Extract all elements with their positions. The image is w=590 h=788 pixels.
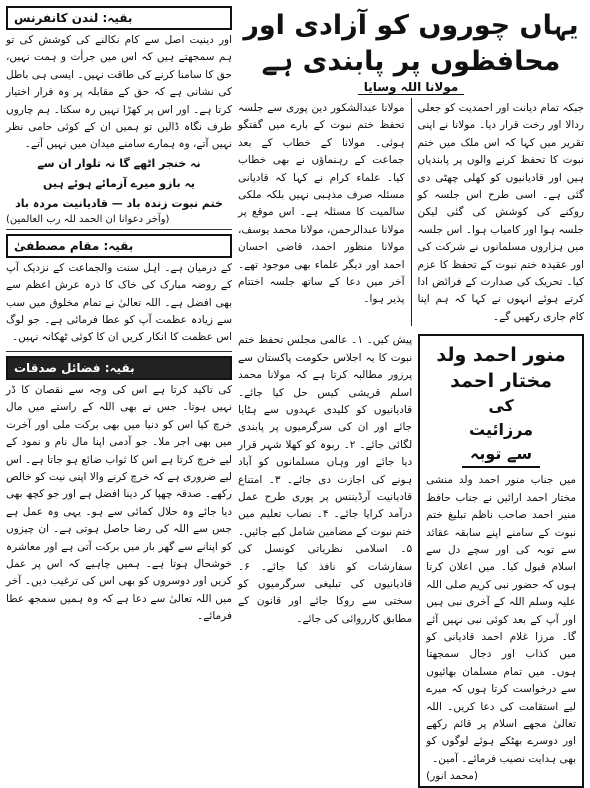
article-columns [238,98,584,326]
resolutions-text: پیش کیں۔ ۱۔ عالمی مجلس تحفظ ختم نبوت کا یہ اجلاس حکومت پاکستان سے پرزور مطالبہ کرتا ہے کہ مولانا محمد اسلم قریشی کیس حل کیا جائے۔ قادیانیوں کو کلیدی عہدوں سے ہٹایا جائے اور ان کی سرگرمیوں پر پابندی لگائی جائے۔ ۲۔ ربوہ کو کھلا شہر قرار دیا جائے اور وہاں مسلمانوں کو آباد ہونے کی اجازت دی جائے۔ ۳۔ امتناع قادیانیت آرڈیننس پر پوری طرح عمل درآمد کرایا جائے۔ ۴۔ نصاب تعلیم میں ختم نبوت کے مضامین شامل کیے جائیں۔ ۵۔ اسلامی نظریاتی کونسل کی سفارشات کو نافذ کیا جائے۔ ۶۔ قادیانیوں کی تبلیغی سرگرمیوں کو سختی سے روکا جائے اور قانون کے مطابق کارروائی کی جائے۔ [238,334,413,625]
repentance-notice [418,334,584,788]
lower-section [238,330,584,788]
verse-line-3: ختم نبوت زندہ باد — قادیانیت مردہ باد [15,196,223,210]
article-headline: یہاں چوروں کو آزادی اور محافظوں پر پابندی ہے [243,10,579,77]
maqam-mustafa-heading: بقیہ: مقام مصطفیٰ [6,234,232,258]
main-article [238,6,584,783]
closing-prayer: (وآخر دعوانا ان الحمد للہ رب العالمین) [6,213,170,225]
article-byline [238,80,584,94]
section-divider [6,229,232,230]
author-name: مولانا اللہ وسایا [358,80,465,95]
maqam-mustafa-text: کے درمیان ہے۔ اہل سنت والجماعت کے نزدیک آپ کے روضہ مبارک کی خاک کا ذرہ عرش اعظم سے بھی افضل ہے۔ اللہ تعالیٰ نے تمام مخلوق میں سب سے زیادہ عظمت آپ کو عطا فرمائی ہے۔ جو لوگ اس عظمت کا انکار کریں ان کا کوئی ٹھکانہ نہیں۔ [6,261,232,344]
notice-text: میں جناب منور احمد ولد منشی مختار احمد ارائیں نے جناب حافظ منیر احمد صاحب ناظم تبلیغ ختم نبوت کے سامنے اپنے سابقہ عقائد سے توبہ کی اور سچے دل سے اسلام قبول کیا۔ میں اعلان کرتا ہوں کہ حضور نبی کریم صلی اللہ علیہ وسلم اللہ کے آخری نبی ہیں اور آپ کے بعد کوئی نبی نہیں آئے گا۔ مرزا غلام احمد قادیانی کو میں کذاب اور دجال سمجھتا ہوں۔ میں تمام مسلمان بھائیوں سے درخواست کرتا ہوں کہ میرے لیے استقامت کی دعا کریں۔ اللہ تعالیٰ مجھے اسلام پر قائم رکھے اور دوسرے بھٹکے ہوئے لوگوں کو بھی ہدایت نصیب فرمائے۔ آمین۔ [426,474,576,765]
notice-title: منور احمد ولد مختار احمد [436,344,566,393]
verse-line-1: نہ خنجر اٹھے گا نہ تلوار ان سے [37,156,201,170]
article-column-left: مولانا عبدالشکور دین پوری سے جلسہ تحفظ ختم نبوت کے بارے میں گفتگو ہوئی۔ مولانا کے خطاب کے بعد جماعت کے رہنماؤں نے بھی خطاب کیا۔ علماء کرام نے کہا کہ قادیانی مسئلہ صرف مذہبی نہیں بلکہ ملکی سالمیت کا مسئلہ ہے۔ اس موقع پر مولانا عبدالرحمن، مولانا محمد یوسف، مولانا منظور احمد، قاضی احسان احمد اور دیگر علماء بھی موجود تھے۔ آخر میں دعا کے ساتھ جلسہ اختتام پذیر ہوا۔ [238,102,405,306]
notice-subtitle: کی مرزائیت سے توبہ [462,394,540,468]
london-conference-text: اور دینیت اصل سے کام نکالنے کی کوشش کی تو ہم سمجھتے ہیں کہ اس میں جرأت و ہمت نہیں، حق کا سامنا کرنے کی طاقت نہیں۔ ایسی ہی باطل کی نشانی ہے کہ حق کے مقابلہ پر وہ فرار اختیار کرتا ہے۔ اور اس پر کھڑا نہیں رہ سکتا۔ ہم چاروں طرف نگاہ ڈالیں تو ہمیں ان کے کوئی حامی نظر نہیں آتے، وہ ہمارے سامنے میدان میں نہیں آتے۔ [6,34,232,151]
fazail-sadaqat-text: کی تاکید کرتا ہے اس کی وجہ سے نقصان کا ڈر نہیں ہوتا۔ جس نے بھی اللہ کے راستے میں مال خرچ کیا اس کو دنیا میں بھی برکت ملی اور آخرت میں بھی اجر ملا۔ جو آدمی اپنا مال نام و نمود کے لیے خرچ کرتا ہے اس کا ثواب ضائع ہو جاتا ہے۔ اس لیے ضروری ہے کہ خرچ کرنے والا اپنی نیت کو خالص رکھے۔ صدقہ چھپا کر دینا افضل ہے اور جو کچھ بھی دیا جائے وہ حلال کمائی سے ہو۔ یہی وہ عمل ہے جس سے اللہ کی رضا حاصل ہوتی ہے۔ ان چیزوں کو اپنانے سے گھر بار میں برکت آتی ہے اور معاشرہ خوشحال ہوتا ہے۔ ہمیں چاہیے کہ اس پر عمل کریں اور دوسروں کو بھی اس کی ترغیب دیں۔ آخر میں اللہ تعالیٰ سے دعا ہے کہ وہ ہمیں سمجھ عطا فرمائے۔ [6,383,232,623]
notice-signature: (محمد انور) [426,770,478,783]
article-column-right: جبکہ تمام دیانت اور احمدیت کو جعلی ردالا اور رخت قرار دیا۔ مولانا نے اپنی تقریر میں کہا کہ اس ملک میں ختم نبوت کا تحفظ کرنے والوں پر پابندیاں ہیں اور قادیانیوں کو کھلی چھٹی دی گئی ہے۔ اسی طرح اس جلسہ کو روکنے کی کوشش کی گئی لیکن جلسہ ہوا اور کامیاب ہوا۔ اس جلسہ میں ہزاروں مسلمانوں نے شرکت کی اور عقیدہ ختم نبوت کے تحفظ کا عزم کیا۔ تحریک کی صدارت کے فرائض ادا کرتے ہوئے انہوں نے کہا کہ ہم اپنا کام جاری رکھیں گے۔ [417,102,584,323]
section-divider [6,351,232,352]
fazail-sadaqat-heading: بقیہ: فضائل صدقات [6,356,232,380]
left-column [6,6,232,709]
london-conference-heading: بقیہ: لندن کانفرنس [6,6,232,30]
verse-line-2: یہ بازو میرے آزمائے ہوئے ہیں [42,176,196,190]
column-rule [411,98,412,326]
